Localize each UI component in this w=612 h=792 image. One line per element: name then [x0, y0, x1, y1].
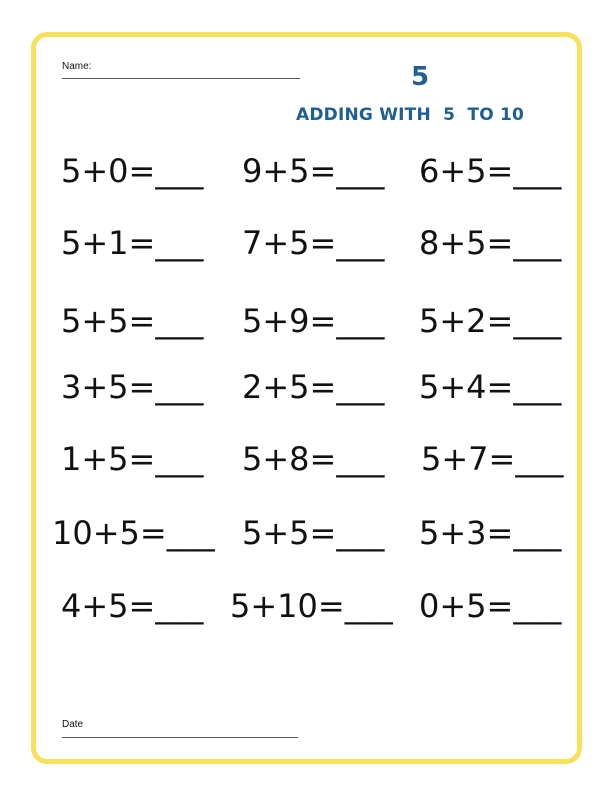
problem-r7-c1: 4+5=___ [61, 587, 204, 625]
problem-r5-c2: 5+8=___ [242, 440, 385, 478]
problem-r3-c1: 5+5=___ [61, 302, 204, 340]
problem-r7-c3: 0+5=___ [419, 587, 562, 625]
date-label: Date [62, 719, 84, 730]
problem-r5-c1: 1+5=___ [61, 440, 204, 478]
problem-r3-c2: 5+9=___ [242, 302, 385, 340]
date-field-line[interactable] [62, 737, 298, 738]
problem-r4-c2: 2+5=___ [242, 368, 385, 406]
problem-r6-c1: 10+5=___ [52, 514, 215, 552]
worksheet-number: 5 [410, 62, 430, 92]
problem-r1-c2: 9+5=___ [242, 152, 385, 190]
problem-r3-c3: 5+2=___ [419, 302, 562, 340]
problem-r1-c1: 5+0=___ [61, 152, 204, 190]
problem-r1-c3: 6+5=___ [419, 152, 562, 190]
problem-r5-c3: 5+7=___ [421, 440, 564, 478]
problem-r7-c2: 5+10=___ [230, 587, 393, 625]
worksheet-title: ADDING WITH 5 TO 10 [296, 105, 525, 125]
problem-r4-c3: 5+4=___ [419, 368, 562, 406]
problem-r4-c1: 3+5=___ [61, 368, 204, 406]
name-field-line[interactable] [62, 78, 300, 79]
name-label: Name: [62, 61, 92, 72]
problem-r2-c3: 8+5=___ [419, 224, 562, 262]
problem-r2-c1: 5+1=___ [61, 224, 204, 262]
problem-r2-c2: 7+5=___ [242, 224, 385, 262]
problem-r6-c3: 5+3=___ [419, 514, 562, 552]
problem-r6-c2: 5+5=___ [242, 514, 385, 552]
